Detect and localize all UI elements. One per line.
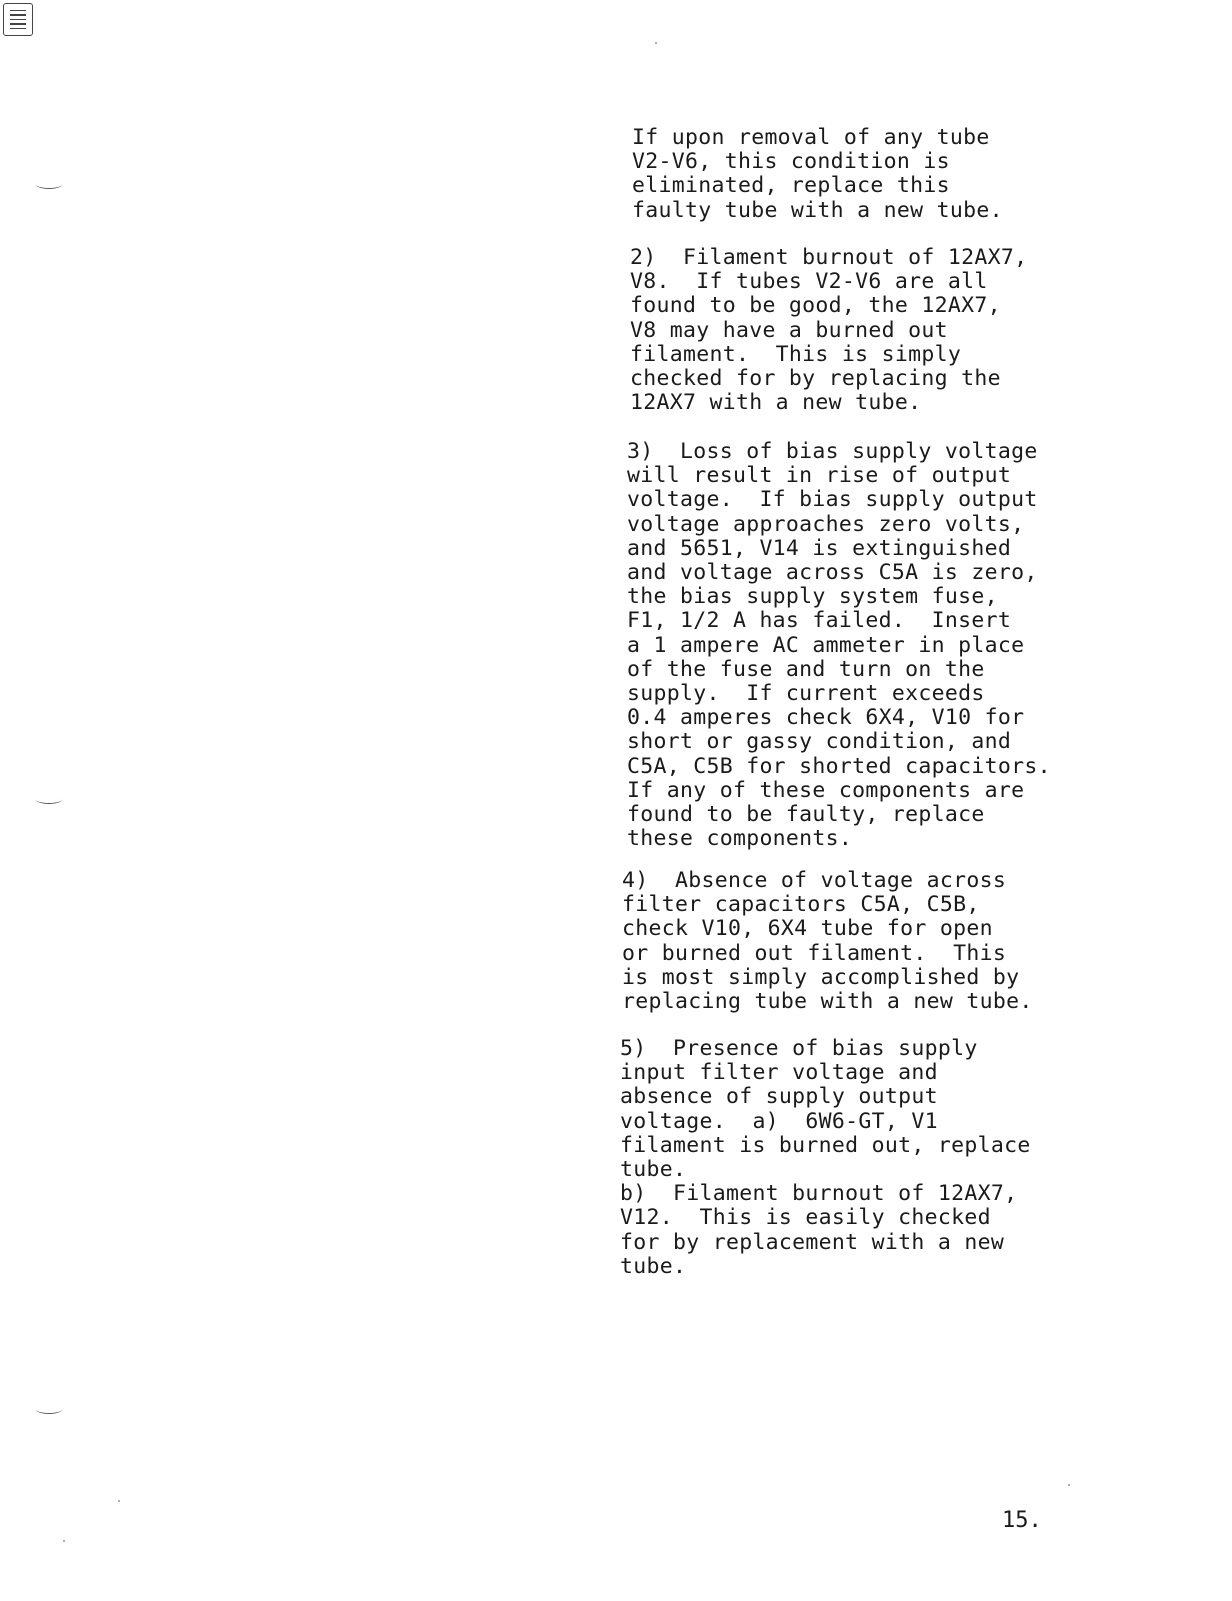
paragraph-2: 2) Filament burnout of 12AX7, V8. If tubes V2-V6 are all found to be good, the 12AX7, V8 may have a burned out filament. This is simply checked for by replacing the 12AX7 with a new tube. [630,245,1028,416]
scan-speck [63,1540,65,1542]
hamburger-menu-icon [10,10,26,12]
page-number: 15. [1002,1508,1042,1533]
binder-hole-mark [36,180,62,189]
scan-speck [655,42,657,44]
binder-hole-mark [36,1405,62,1414]
paragraph-5: 5) Presence of bias supply input filter voltage and absence of supply output voltage. a) 6W6-GT, V1 filament is burned out, replace tube. b) Filament burnout of 12AX7, V12. This is easily checked for by replacement with a new tube. [620,1036,1031,1279]
paragraph-4: 4) Absence of voltage across filter capacitors C5A, C5B, check V10, 6X4 tube for open or burned out filament. This is most simply accomplished by replacing tube with a new tube. [622,868,1033,1015]
scan-speck [118,1500,120,1502]
paragraph-3: 3) Loss of bias supply voltage will result in rise of output voltage. If bias supply output voltage approaches zero volts, and 5651, V14 is extinguished and voltage across C5A is zero, the bias supply system fuse, F1, 1/2 A has failed. Insert a 1 ampere AC ammeter in place of the fuse and turn on the supply. If current exceeds 0.4 amperes check 6X4, V10 for short or gassy condition, and C5A, C5B for shorted capacitors. If any of these components are found to be faulty, replace these components. [627,439,1051,852]
binder-hole-mark [36,795,62,804]
paragraph-1: If upon removal of any tube V2-V6, this condition is eliminated, replace this faulty tube with a new tube. [632,125,1003,223]
menu-button[interactable] [3,3,33,36]
scan-speck [1068,1484,1070,1486]
